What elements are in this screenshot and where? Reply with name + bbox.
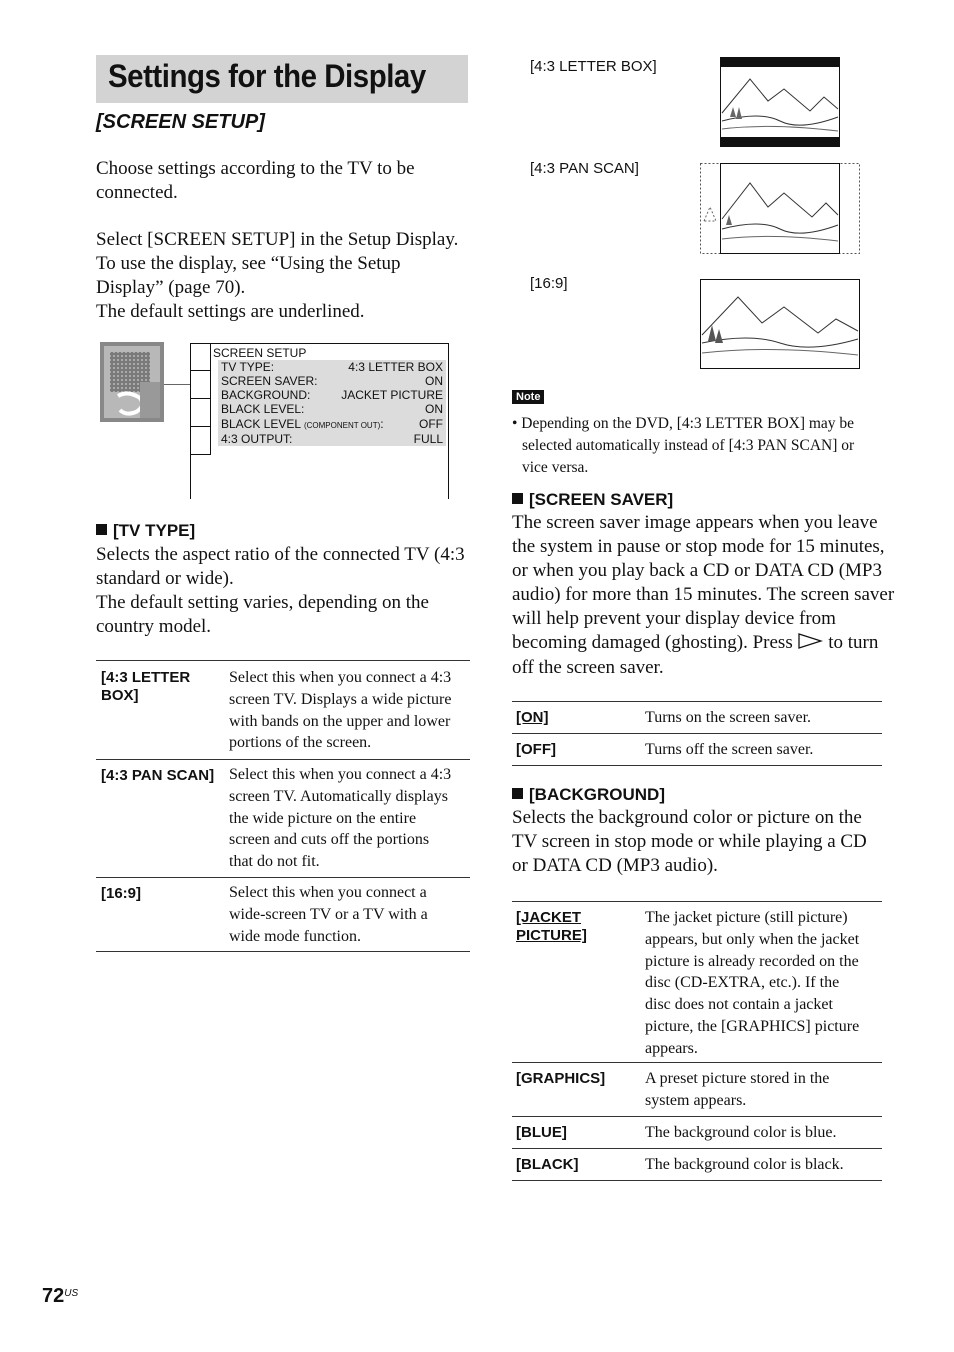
option-description: Turns off the screen saver. [645, 741, 814, 758]
note-badge: Note [512, 390, 544, 404]
letterbox-label: [4:3 LETTER BOX] [530, 58, 657, 75]
screen-saver-body: The screen saver image appears when you leave the system in pause or stop mode for 15 minutes, or when you play back a CD or DATA CD (MP3 audio) for more than 15 minutes. The screen saver will help prevent your display device from becoming damaged (ghosting). Press to turn off the screen saver. [512, 512, 895, 678]
play-icon [797, 632, 823, 656]
setup-row-label: BLACK LEVEL: [221, 402, 305, 416]
option-description: Select this when you connect a 4:3 screen TV. Displays a wide picture with bands on the upper and lower portions of the screen. [229, 669, 452, 752]
option-key: [OFF] [516, 741, 556, 758]
setup-row-label: 4:3 OUTPUT: [221, 432, 293, 446]
background-heading: [BACKGROUND] [512, 785, 665, 805]
table-row [512, 702, 882, 734]
setup-tab [190, 427, 211, 455]
section-subtitle: [SCREEN SETUP] [96, 111, 265, 133]
bullet-square-icon [512, 788, 523, 799]
option-key: [ON] [516, 709, 549, 726]
setup-row-label: BACKGROUND: [221, 388, 311, 402]
setup-row-value: 4:3 LETTER BOX [348, 360, 443, 374]
option-key: [JACKET PICTURE] [516, 909, 587, 944]
setup-tab [190, 399, 211, 427]
panscan-label: [4:3 PAN SCAN] [530, 160, 639, 177]
option-description: Turns on the screen saver. [645, 709, 812, 726]
setup-display-title: SCREEN SETUP [213, 346, 307, 360]
option-description: The background color is black. [645, 1156, 844, 1173]
option-description: Select this when you connect a 4:3 screen TV. Automatically displays the wide picture on the entire screen and cuts off the portions that do not fit. [229, 766, 452, 871]
page-title: Settings for the Display [108, 58, 426, 94]
tv-type-body: Selects the aspect ratio of the connected TV (4:3 standard or wide). The default setting varies, depending on the country model. [96, 544, 465, 637]
bullet-square-icon [96, 524, 107, 535]
background-table [512, 901, 882, 1181]
setup-row-value: ON [425, 374, 443, 388]
letterbox-illustration [720, 57, 840, 147]
tv-type-heading: [TV TYPE] [96, 521, 195, 541]
option-key: [BLUE] [516, 1124, 567, 1141]
option-key: [16:9] [101, 885, 142, 902]
setup-tab [190, 371, 211, 399]
setup-icon [100, 342, 164, 422]
wide-label: [16:9] [530, 275, 568, 292]
setup-display-tabs [190, 343, 211, 455]
table-row [512, 1149, 882, 1180]
note-text: • Depending on the DVD, [4:3 LETTER BOX] may be selected automatically instead of [4:3 PAN SCAN] or vice versa. [512, 415, 855, 476]
intro-paragraph: Choose settings according to the TV to be connected. [96, 158, 415, 203]
table-row [512, 902, 882, 1063]
panscan-illustration [700, 163, 860, 254]
screen-saver-table [512, 701, 882, 766]
setup-row-label: BLACK LEVEL (COMPONENT OUT): [221, 417, 384, 431]
table-row [512, 734, 882, 765]
table-row [96, 760, 470, 878]
option-key: [4:3 PAN SCAN] [101, 767, 215, 784]
page-number: $72^{US}$ [42, 1285, 79, 1307]
option-description: The background color is blue. [645, 1124, 837, 1141]
select-paragraph: Select [SCREEN SETUP] in the Setup Display. To use the display, see “Using the Setup Display” (page 70). The default settings are underlined. [96, 229, 459, 322]
table-row [96, 661, 470, 760]
bullet-square-icon [512, 493, 523, 504]
setup-row-value: FULL [413, 432, 443, 446]
wide-illustration [700, 279, 860, 369]
option-description: Select this when you connect a wide-screen TV or a TV with a wide mode function. [229, 884, 428, 945]
table-row [512, 1063, 882, 1117]
table-row [512, 1117, 882, 1149]
option-key: [GRAPHICS] [516, 1070, 606, 1087]
setup-row-value: JACKET PICTURE [341, 388, 443, 402]
option-key: [4:3 LETTER BOX] [101, 669, 191, 704]
background-body: Selects the background color or picture on the TV screen in stop mode or while playing a CD or DATA CD (MP3 audio). [512, 807, 867, 876]
setup-row-label: TV TYPE: [221, 360, 275, 374]
setup-row-value: OFF [419, 417, 443, 431]
tv-type-table [96, 660, 470, 952]
option-description: The jacket picture (still picture) appears, but only when the jacket picture is already recorded on the disc (CD-EXTRA, etc.). If the disc does not contain a jacket picture, the [GRAPHICS] picture appears. [645, 909, 860, 1057]
option-key: [BLACK] [516, 1156, 579, 1173]
table-row [96, 878, 470, 951]
setup-row-value: ON [425, 402, 443, 416]
option-description: A preset picture stored in the system appears. [645, 1070, 830, 1109]
setup-row-label: SCREEN SAVER: [221, 374, 318, 388]
screen-saver-heading: [SCREEN SAVER] [512, 490, 673, 510]
setup-tab [190, 343, 211, 371]
